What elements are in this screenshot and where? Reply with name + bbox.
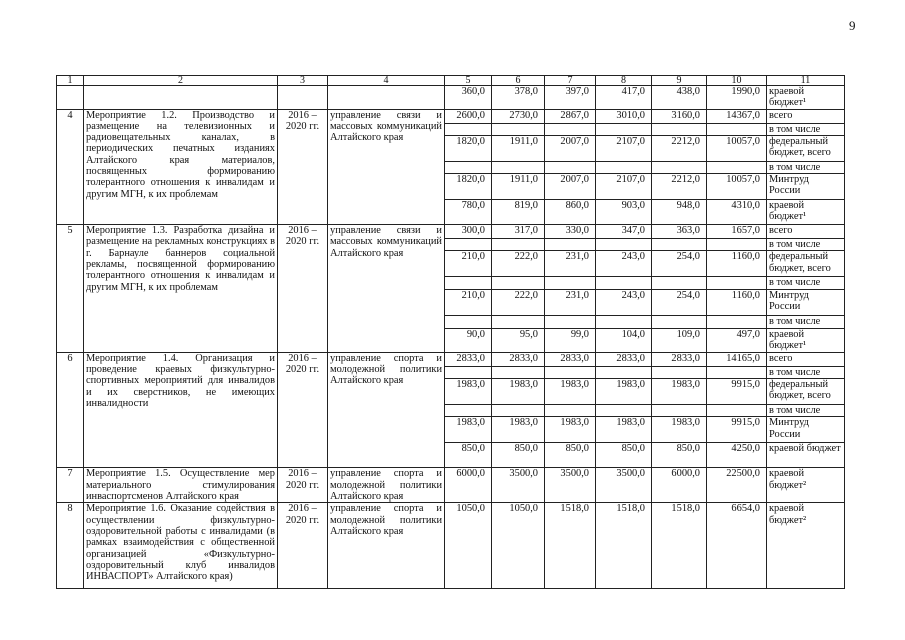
value-cell: 14367,0 (707, 109, 767, 123)
value-cell: 300,0 (445, 225, 492, 239)
event-period: 2016 – 2020 гг. (278, 225, 328, 353)
budget-table (56, 75, 845, 589)
value-cell: 1050,0 (492, 503, 545, 589)
value-cell: 417,0 (596, 86, 652, 110)
value-cell (445, 405, 492, 417)
funding-source: краевой бюджет¹ (767, 328, 845, 352)
value-cell: 397,0 (545, 86, 596, 110)
header-cell: 10 (707, 76, 767, 86)
value-cell (492, 315, 545, 328)
value-cell: 95,0 (492, 328, 545, 352)
value-cell: 90,0 (445, 328, 492, 352)
header-cell: 9 (652, 76, 707, 86)
value-cell (545, 405, 596, 417)
value-cell: 243,0 (596, 251, 652, 277)
funding-source: в том числе (767, 366, 845, 378)
event-period: 2016 – 2020 гг. (278, 468, 328, 503)
funding-source: краевой бюджет¹ (767, 86, 845, 110)
header-cell: 5 (445, 76, 492, 86)
value-cell (545, 123, 596, 135)
value-cell: 109,0 (652, 328, 707, 352)
value-cell: 1160,0 (707, 251, 767, 277)
value-cell: 9915,0 (707, 379, 767, 405)
event-number: 7 (57, 468, 84, 503)
value-cell: 497,0 (707, 328, 767, 352)
event-number: 8 (57, 503, 84, 589)
value-cell: 10057,0 (707, 174, 767, 200)
funding-source: всего (767, 109, 845, 123)
value-cell: 780,0 (445, 200, 492, 225)
value-cell (445, 277, 492, 289)
value-cell (545, 161, 596, 173)
funding-source: в том числе (767, 315, 845, 328)
value-cell (596, 123, 652, 135)
value-cell: 222,0 (492, 289, 545, 315)
value-cell (652, 277, 707, 289)
value-cell: 850,0 (652, 443, 707, 468)
value-cell: 378,0 (492, 86, 545, 110)
value-cell (445, 161, 492, 173)
value-cell: 948,0 (652, 200, 707, 225)
value-cell: 2212,0 (652, 174, 707, 200)
event-number: 5 (57, 225, 84, 353)
event-title: Мероприятие 1.6. Оказание содействия в осуществлении физкультурно-оздоровительной работы с инвалидами (в рамках взаимодействия с общественной организацией «Физкультурно-оздоровительный клуб инвалидов ИНВАСПОРТ» Алтайского края) (84, 503, 278, 589)
value-cell: 2107,0 (596, 135, 652, 161)
funding-source: всего (767, 225, 845, 239)
value-cell: 360,0 (445, 86, 492, 110)
table-cell (278, 86, 328, 110)
funding-source: Минтруд России (767, 289, 845, 315)
value-cell: 104,0 (596, 328, 652, 352)
funding-source: федеральный бюджет, всего (767, 379, 845, 405)
value-cell (492, 239, 545, 251)
value-cell (707, 366, 767, 378)
funding-source: краевой бюджет (767, 443, 845, 468)
value-cell: 4250,0 (707, 443, 767, 468)
value-cell (596, 161, 652, 173)
value-cell: 860,0 (545, 200, 596, 225)
funding-source: федеральный бюджет, всего (767, 135, 845, 161)
value-cell: 2833,0 (596, 352, 652, 366)
value-cell: 1983,0 (596, 417, 652, 443)
table-row (57, 468, 845, 503)
value-cell (652, 161, 707, 173)
value-cell (492, 123, 545, 135)
value-cell: 850,0 (545, 443, 596, 468)
value-cell (707, 277, 767, 289)
value-cell (545, 366, 596, 378)
value-cell (445, 123, 492, 135)
value-cell (707, 161, 767, 173)
value-cell: 99,0 (545, 328, 596, 352)
event-title: Мероприятие 1.3. Разработка дизайна и размещение на рекламных конструкциях в г. Барнауле баннеров социальной рекламы, посвященной формированию толерантного отношения к инвалидам и другим МГН, к их проблемам (84, 225, 278, 353)
value-cell: 1983,0 (545, 417, 596, 443)
table-cell (328, 86, 445, 110)
value-cell (545, 277, 596, 289)
value-cell: 1160,0 (707, 289, 767, 315)
value-cell: 3500,0 (596, 468, 652, 503)
carry-row (57, 86, 845, 110)
funding-source: краевой бюджет¹ (767, 200, 845, 225)
funding-source: Минтруд России (767, 174, 845, 200)
value-cell: 6654,0 (707, 503, 767, 589)
value-cell: 210,0 (445, 289, 492, 315)
funding-source: в том числе (767, 161, 845, 173)
value-cell: 1820,0 (445, 174, 492, 200)
funding-source: Минтруд России (767, 417, 845, 443)
value-cell (492, 277, 545, 289)
table-cell (57, 86, 84, 110)
value-cell: 363,0 (652, 225, 707, 239)
value-cell (707, 405, 767, 417)
value-cell: 330,0 (545, 225, 596, 239)
value-cell: 1983,0 (445, 417, 492, 443)
funding-source: в том числе (767, 277, 845, 289)
value-cell: 22500,0 (707, 468, 767, 503)
event-executor: управление спорта и молодежной политики Алтайского края (328, 503, 445, 589)
event-number: 4 (57, 109, 84, 225)
value-cell: 2833,0 (492, 352, 545, 366)
value-cell (707, 315, 767, 328)
value-cell: 438,0 (652, 86, 707, 110)
value-cell: 2867,0 (545, 109, 596, 123)
value-cell (492, 366, 545, 378)
funding-source: федеральный бюджет, всего (767, 251, 845, 277)
value-cell: 254,0 (652, 289, 707, 315)
event-executor: управление спорта и молодежной политики Алтайского края (328, 468, 445, 503)
value-cell: 3500,0 (545, 468, 596, 503)
value-cell: 850,0 (596, 443, 652, 468)
value-cell (596, 405, 652, 417)
value-cell (652, 239, 707, 251)
table-row (57, 225, 845, 239)
value-cell (596, 366, 652, 378)
value-cell: 850,0 (492, 443, 545, 468)
value-cell: 2600,0 (445, 109, 492, 123)
value-cell: 3160,0 (652, 109, 707, 123)
value-cell: 1983,0 (652, 417, 707, 443)
value-cell (596, 277, 652, 289)
header-cell: 1 (57, 76, 84, 86)
header-cell: 11 (767, 76, 845, 86)
header-row (57, 76, 845, 86)
event-executor: управление связи и массовых коммуникаций Алтайского края (328, 225, 445, 353)
value-cell: 231,0 (545, 289, 596, 315)
value-cell: 903,0 (596, 200, 652, 225)
value-cell: 2007,0 (545, 174, 596, 200)
event-title: Мероприятие 1.2. Производство и размещение на телевизионных и радиовещательных каналах, в периодических печатных изданиях Алтайского края материалов, посвященных формированию толерантного отношения к инвалидам и другим МГН, к их проблемам (84, 109, 278, 225)
table-cell (84, 86, 278, 110)
value-cell: 317,0 (492, 225, 545, 239)
value-cell: 1983,0 (596, 379, 652, 405)
value-cell: 243,0 (596, 289, 652, 315)
value-cell: 1983,0 (652, 379, 707, 405)
value-cell: 9915,0 (707, 417, 767, 443)
value-cell (492, 405, 545, 417)
value-cell (707, 239, 767, 251)
table-row (57, 503, 845, 589)
value-cell: 2833,0 (652, 352, 707, 366)
event-number: 6 (57, 352, 84, 468)
value-cell: 1518,0 (596, 503, 652, 589)
value-cell: 222,0 (492, 251, 545, 277)
value-cell: 1990,0 (707, 86, 767, 110)
event-period: 2016 – 2020 гг. (278, 109, 328, 225)
value-cell: 210,0 (445, 251, 492, 277)
value-cell: 254,0 (652, 251, 707, 277)
value-cell: 2833,0 (545, 352, 596, 366)
value-cell: 3500,0 (492, 468, 545, 503)
event-title: Мероприятие 1.5. Осуществление мер материального стимулирования инваспортсменов Алтайского края (84, 468, 278, 503)
value-cell: 1983,0 (545, 379, 596, 405)
value-cell: 2730,0 (492, 109, 545, 123)
table-row (57, 352, 845, 366)
value-cell: 2212,0 (652, 135, 707, 161)
header-cell: 2 (84, 76, 278, 86)
value-cell (445, 239, 492, 251)
funding-source: всего (767, 352, 845, 366)
value-cell: 1050,0 (445, 503, 492, 589)
header-cell: 3 (278, 76, 328, 86)
value-cell: 1983,0 (492, 417, 545, 443)
value-cell (596, 239, 652, 251)
funding-source: в том числе (767, 239, 845, 251)
value-cell: 2833,0 (445, 352, 492, 366)
value-cell (596, 315, 652, 328)
value-cell: 14165,0 (707, 352, 767, 366)
header-cell: 8 (596, 76, 652, 86)
value-cell: 6000,0 (445, 468, 492, 503)
event-executor: управление спорта и молодежной политики Алтайского края (328, 352, 445, 468)
value-cell: 1518,0 (545, 503, 596, 589)
funding-source: в том числе (767, 123, 845, 135)
value-cell: 1983,0 (445, 379, 492, 405)
value-cell: 6000,0 (652, 468, 707, 503)
value-cell (445, 366, 492, 378)
funding-source: краевой бюджет² (767, 503, 845, 589)
value-cell (652, 405, 707, 417)
value-cell: 231,0 (545, 251, 596, 277)
header-cell: 7 (545, 76, 596, 86)
page-number: 9 (849, 18, 856, 33)
header-cell: 6 (492, 76, 545, 86)
value-cell: 347,0 (596, 225, 652, 239)
funding-source: краевой бюджет² (767, 468, 845, 503)
value-cell (652, 315, 707, 328)
value-cell: 3010,0 (596, 109, 652, 123)
value-cell: 1820,0 (445, 135, 492, 161)
value-cell (652, 123, 707, 135)
value-cell (545, 315, 596, 328)
value-cell: 4310,0 (707, 200, 767, 225)
value-cell: 1657,0 (707, 225, 767, 239)
table-row (57, 109, 845, 123)
value-cell (707, 123, 767, 135)
value-cell: 1518,0 (652, 503, 707, 589)
funding-source: в том числе (767, 405, 845, 417)
value-cell (652, 366, 707, 378)
value-cell: 10057,0 (707, 135, 767, 161)
value-cell (492, 161, 545, 173)
value-cell: 850,0 (445, 443, 492, 468)
header-cell: 4 (328, 76, 445, 86)
event-executor: управление связи и массовых коммуникаций Алтайского края (328, 109, 445, 225)
value-cell: 1911,0 (492, 135, 545, 161)
value-cell: 2007,0 (545, 135, 596, 161)
value-cell (545, 239, 596, 251)
value-cell: 819,0 (492, 200, 545, 225)
event-period: 2016 – 2020 гг. (278, 503, 328, 589)
value-cell: 1983,0 (492, 379, 545, 405)
event-period: 2016 – 2020 гг. (278, 352, 328, 468)
value-cell: 1911,0 (492, 174, 545, 200)
event-title: Мероприятие 1.4. Организация и проведение краевых физкультурно-спортивных мероприятий для инвалидов и их сверстников, не имеющих инвалидности (84, 352, 278, 468)
value-cell (445, 315, 492, 328)
value-cell: 2107,0 (596, 174, 652, 200)
